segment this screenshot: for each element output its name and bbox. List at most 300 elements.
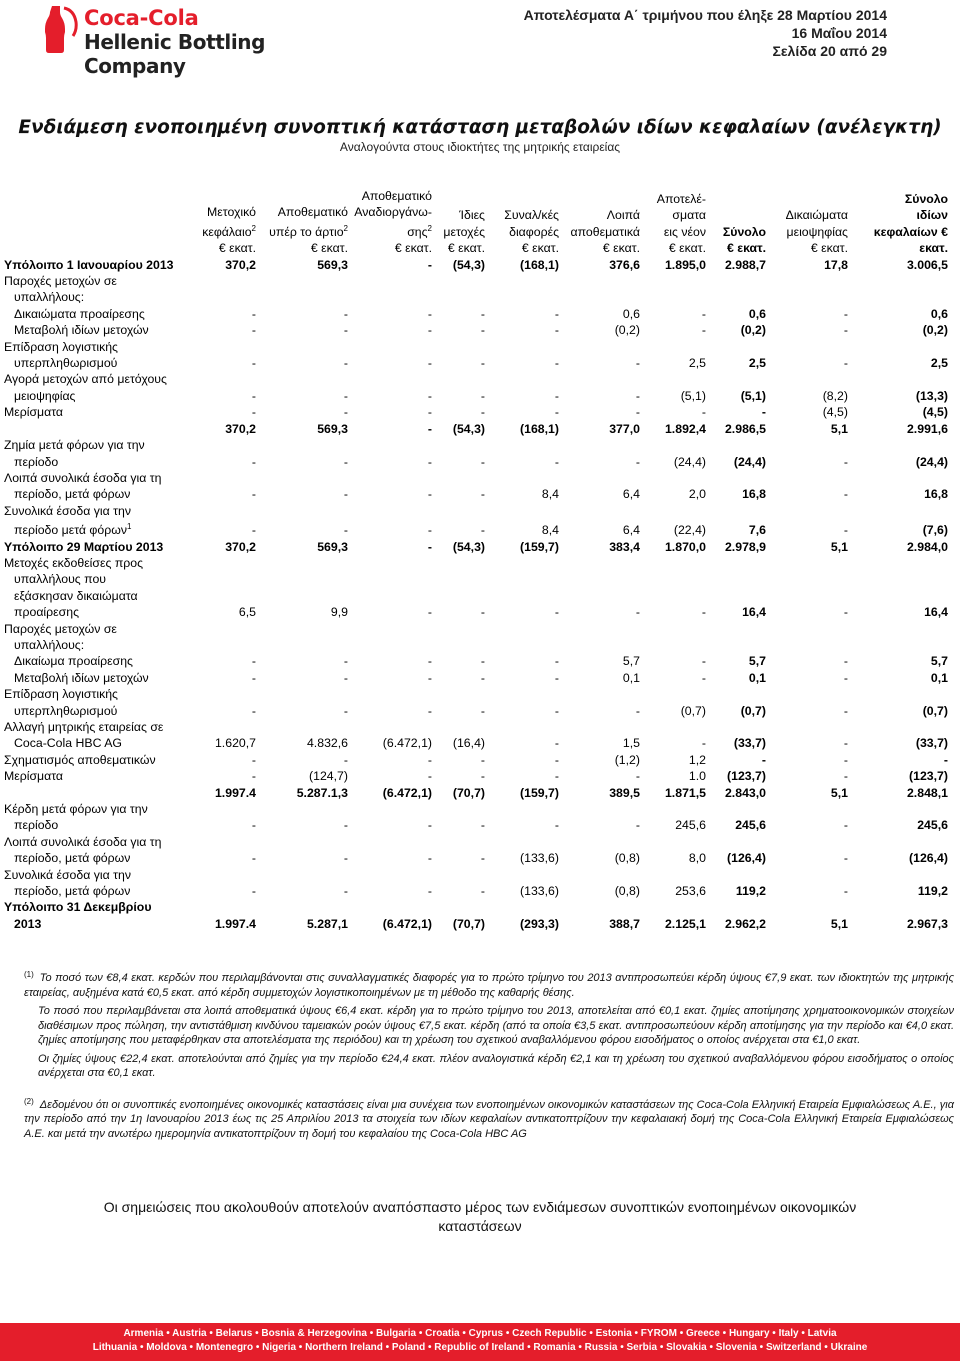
column-header-line: Αποθεματικό <box>277 205 348 220</box>
column-header-line: € εκατ. <box>394 241 432 256</box>
table-cell: - <box>343 703 348 718</box>
table-row <box>4 916 948 932</box>
table-cell <box>848 371 948 387</box>
footnote-ref: 2 <box>251 223 256 233</box>
table-cell: (133,6) <box>520 884 559 899</box>
table-cell: - <box>343 851 348 866</box>
table-cell <box>706 686 766 702</box>
table-cell <box>706 273 766 289</box>
closing-statement: Οι σημειώσεις που ακολουθούν αποτελούν αναπόσπαστο μέρος των ενδιάμεσων συνοπτικών ενοποιημένων οικονομικών καταστάσεων <box>103 1199 857 1234</box>
table-cell: 6,4 <box>622 523 640 538</box>
table-cell <box>432 273 485 289</box>
table-cell <box>640 470 706 486</box>
table-cell: (0,7) <box>680 703 706 718</box>
table-cell <box>256 371 348 387</box>
footnote-1-text-2: Το ποσό που περιλαμβάνεται στα λοιπά αποθεματικά ύψους €6,4 εκατ. κέρδη για το πρώτο τρίμηνο του 2013, αποτελείται από €0,1 εκατ. ζημίες αποτίμησης χρηματοοικονομικών στοιχείων διαθέσιμων προς πώληση, την αντιστάθμιση κινδύνου ταμειακών ροών ύψους €7,5 εκατ. κέρδη (από τα οποία €3,5 εκατ. αντιπροσωπεύουν κέρδη αποτίμησης για την περίοδο και €4,0 εκατ. ζημίες αποτίμησης που μεταφέρθηκαν στα αποτελέσματα της περιόδου) και τη χρέωση του σχετικού αναβαλλόμενου φόρου εισοδήματος ο οποίος ανέρχεται στα €1,0 εκατ. <box>38 1005 954 1046</box>
table-cell <box>640 289 706 305</box>
table-body <box>4 257 948 933</box>
table-cell <box>432 503 485 519</box>
table-cell: (7,6) <box>922 523 948 538</box>
row-label-text: Μερίσματα <box>4 405 64 420</box>
table-row <box>4 339 948 355</box>
table-cell <box>348 801 432 817</box>
row-label-text: Λοιπά συνολικά έσοδα για τη <box>4 470 162 485</box>
row-label <box>4 817 200 833</box>
table-cell <box>256 719 348 735</box>
table-cell <box>559 719 640 735</box>
table-cell: 1.870,0 <box>664 539 706 554</box>
table-cell <box>200 571 256 587</box>
row-label-text: Υπόλοιπο 29 Μαρτίου 2013 <box>4 539 164 554</box>
table-cell <box>640 686 706 702</box>
table-cell <box>432 289 485 305</box>
column-header <box>706 188 766 257</box>
table-cell: - <box>554 703 559 718</box>
page-number: Σελίδα 20 από 29 <box>772 43 887 59</box>
table-cell: 2,5 <box>688 356 706 371</box>
table-cell <box>848 571 948 587</box>
column-header <box>256 188 348 257</box>
row-label-text: Αγορά μετοχών από μετόχους <box>4 372 167 387</box>
table-cell <box>200 588 256 604</box>
table-cell: - <box>251 670 256 685</box>
row-label <box>4 703 200 719</box>
table-cell: 245,6 <box>675 818 706 833</box>
table-cell <box>485 834 559 850</box>
table-cell: - <box>427 306 432 321</box>
statement-title: Ενδιάμεση ενοποιημένη συνοπτική κατάσταση μεταβολών ιδίων κεφαλαίων (ανέλεγκτη) <box>18 117 942 138</box>
table-cell: 119,2 <box>917 884 948 899</box>
table-row <box>4 437 948 453</box>
table-cell <box>766 899 848 915</box>
table-cell: - <box>343 487 348 502</box>
table-cell: (5,1) <box>740 388 766 403</box>
table-cell <box>256 637 348 653</box>
table-row <box>4 735 948 751</box>
table-row <box>4 421 948 437</box>
table-cell: - <box>843 703 848 718</box>
table-cell <box>485 503 559 519</box>
label-header <box>4 188 200 257</box>
table-cell <box>485 637 559 653</box>
table-cell <box>348 719 432 735</box>
table-cell: (5,1) <box>680 388 706 403</box>
row-label-text: εξάσκησαν δικαιώματα <box>14 588 138 603</box>
table-cell <box>485 867 559 883</box>
table-cell: - <box>480 851 485 866</box>
table-row <box>4 404 948 420</box>
column-header <box>848 188 948 257</box>
table-cell: (0,7) <box>740 703 766 718</box>
table-cell <box>559 571 640 587</box>
table-cell: (70,7) <box>452 916 485 931</box>
table-cell <box>706 470 766 486</box>
table-row <box>4 686 948 702</box>
table-cell: (16,4) <box>452 736 485 751</box>
table-cell: - <box>843 487 848 502</box>
table-cell <box>432 801 485 817</box>
table-cell <box>766 437 848 453</box>
table-cell <box>485 588 559 604</box>
table-cell <box>848 339 948 355</box>
table-cell <box>485 289 559 305</box>
table-cell: - <box>480 454 485 469</box>
table-cell: 2.984,0 <box>906 539 948 554</box>
table-row <box>4 637 948 653</box>
row-label-text: περίοδο, μετά φόρων <box>14 487 131 502</box>
table-cell: 0,6 <box>622 306 640 321</box>
page-header <box>0 0 960 78</box>
column-header-line: € εκατ. <box>218 241 256 256</box>
table-cell <box>559 437 640 453</box>
table-cell <box>640 867 706 883</box>
table-cell <box>559 273 640 289</box>
table-cell <box>256 339 348 355</box>
table-cell <box>559 637 640 653</box>
table-cell: - <box>843 851 848 866</box>
table-cell <box>432 437 485 453</box>
table-cell: - <box>427 752 432 767</box>
row-label <box>4 519 200 538</box>
table-cell: - <box>427 654 432 669</box>
table-cell: - <box>635 769 640 784</box>
row-label <box>4 604 200 620</box>
table-cell <box>848 719 948 735</box>
table-row <box>4 785 948 801</box>
column-header-line: εις νέον <box>663 224 706 239</box>
table-cell: - <box>554 670 559 685</box>
table-cell <box>766 289 848 305</box>
column-header-text: σης <box>407 224 428 239</box>
table-cell <box>640 571 706 587</box>
table-cell: - <box>427 818 432 833</box>
row-label-text: Σχηματισμός αποθεματικών <box>4 752 156 767</box>
table-cell <box>348 621 432 637</box>
column-header-line: € εκατ. <box>602 241 640 256</box>
column-header-text: κεφάλαιο <box>202 224 252 239</box>
table-cell: 0,6 <box>930 306 948 321</box>
table-cell <box>485 899 559 915</box>
table-cell: (33,7) <box>733 736 766 751</box>
table-row <box>4 850 948 866</box>
table-cell: - <box>343 454 348 469</box>
table-cell <box>848 289 948 305</box>
column-header-line: € εκατ. <box>810 241 848 256</box>
table-cell: - <box>843 523 848 538</box>
table-header-row <box>4 188 948 257</box>
table-cell: 5.287.1,3 <box>296 785 348 800</box>
table-cell <box>559 289 640 305</box>
table-cell <box>432 470 485 486</box>
table-cell: - <box>843 884 848 899</box>
footnote-2 <box>24 1095 954 1142</box>
table-cell <box>256 289 348 305</box>
header-info <box>524 6 887 60</box>
table-cell: - <box>701 323 706 338</box>
table-row <box>4 371 948 387</box>
table-cell <box>640 719 706 735</box>
row-label <box>4 768 200 784</box>
table-cell <box>348 637 432 653</box>
column-header-line: κεφαλαίων € <box>873 224 948 239</box>
table-cell <box>706 571 766 587</box>
table-cell <box>766 470 848 486</box>
footnote-ref: 1 <box>126 522 132 532</box>
table-cell: - <box>554 306 559 321</box>
column-header <box>348 188 432 257</box>
table-cell: 245,6 <box>917 818 948 833</box>
table-cell: (168,1) <box>520 421 559 436</box>
table-cell <box>432 339 485 355</box>
table-cell <box>432 621 485 637</box>
table-cell: - <box>761 752 766 767</box>
table-cell: - <box>343 752 348 767</box>
table-cell: 16,8 <box>742 487 766 502</box>
table-cell: - <box>701 605 706 620</box>
row-label <box>4 486 200 502</box>
table-cell: - <box>554 736 559 751</box>
table-cell <box>766 571 848 587</box>
table-cell: 245,6 <box>735 818 766 833</box>
table-cell: - <box>480 356 485 371</box>
table-cell <box>766 588 848 604</box>
table-cell <box>200 371 256 387</box>
table-cell <box>706 289 766 305</box>
column-header-line: € εκατ. <box>668 241 706 256</box>
row-label <box>4 555 200 571</box>
table-cell: 5,7 <box>622 654 640 669</box>
table-cell: - <box>343 405 348 420</box>
table-cell: - <box>251 323 256 338</box>
table-row <box>4 470 948 486</box>
row-label <box>4 621 200 637</box>
row-label <box>4 850 200 866</box>
table-cell <box>766 621 848 637</box>
table-cell: 16,4 <box>924 605 948 620</box>
table-cell <box>848 555 948 571</box>
table-cell <box>348 834 432 850</box>
table-cell <box>485 555 559 571</box>
table-cell <box>432 588 485 604</box>
table-cell: - <box>554 454 559 469</box>
row-label <box>4 339 200 355</box>
table-cell <box>200 621 256 637</box>
table-cell: - <box>251 306 256 321</box>
table-cell <box>432 571 485 587</box>
table-row <box>4 653 948 669</box>
table-cell: - <box>480 654 485 669</box>
table-cell: - <box>843 356 848 371</box>
table-cell <box>200 339 256 355</box>
table-cell: - <box>427 703 432 718</box>
table-cell <box>766 719 848 735</box>
table-cell: (0,2) <box>922 323 948 338</box>
table-cell: 4.832,6 <box>306 736 348 751</box>
table-cell: (24,4) <box>915 454 948 469</box>
table-cell <box>348 899 432 915</box>
row-label <box>4 571 200 587</box>
table-cell: 389,5 <box>609 785 640 800</box>
table-cell <box>348 555 432 571</box>
row-label <box>4 355 200 371</box>
table-cell: 2.843,0 <box>724 785 766 800</box>
row-label-text: περίοδο, μετά φόρων <box>14 884 131 899</box>
table-cell: (0,7) <box>922 703 948 718</box>
table-cell: - <box>843 769 848 784</box>
column-header-line: Λοιπά <box>606 208 640 223</box>
table-cell <box>256 503 348 519</box>
footnote-1 <box>24 968 954 1000</box>
table-cell: - <box>251 818 256 833</box>
table-cell: 2,5 <box>930 356 948 371</box>
table-cell: - <box>427 454 432 469</box>
column-header-line: Συναλ/κές <box>504 208 559 223</box>
row-label-text: Αλλαγή μητρικής εταιρείας σε <box>4 720 164 734</box>
table-cell: - <box>251 654 256 669</box>
table-cell: - <box>635 356 640 371</box>
table-cell: - <box>761 405 766 420</box>
table-cell <box>485 339 559 355</box>
table-cell <box>640 437 706 453</box>
row-label <box>4 834 200 850</box>
table-cell: - <box>480 487 485 502</box>
table-cell: (123,7) <box>909 769 948 784</box>
table-cell <box>432 719 485 735</box>
table-cell: 17,8 <box>824 257 848 272</box>
table-cell: 7,6 <box>748 523 766 538</box>
table-cell: (54,3) <box>452 539 485 554</box>
table-cell <box>706 437 766 453</box>
table-cell: 376,6 <box>609 257 640 272</box>
table-cell <box>766 867 848 883</box>
column-header-text: υπέρ το άρτιο <box>269 224 344 239</box>
table-cell: (124,7) <box>309 769 348 784</box>
row-label-text: Δικαίωμα προαίρεσης <box>14 654 133 669</box>
footnote-ref: 2 <box>427 223 432 233</box>
table-row <box>4 670 948 686</box>
table-cell: - <box>480 769 485 784</box>
table-cell: (1,2) <box>614 752 640 767</box>
table-cell: (70,7) <box>452 785 485 800</box>
table-cell <box>848 686 948 702</box>
table-cell: 5,1 <box>830 916 848 931</box>
table-cell: - <box>554 752 559 767</box>
column-header-line <box>348 221 432 240</box>
row-label-text: υπαλλήλους: <box>14 290 85 305</box>
column-header-line: Μετοχικό <box>207 205 256 220</box>
table-row <box>4 388 948 404</box>
brand-line-2: Hellenic Bottling Company <box>84 30 266 78</box>
table-cell: - <box>427 388 432 403</box>
table-cell: 8,0 <box>688 851 706 866</box>
table-cell <box>848 867 948 883</box>
table-cell: - <box>843 605 848 620</box>
table-cell: - <box>427 421 432 436</box>
table-cell <box>432 686 485 702</box>
table-cell: - <box>427 884 432 899</box>
row-label-text: Coca-Cola HBC AG <box>14 736 122 751</box>
column-header <box>200 188 256 257</box>
table-cell <box>348 588 432 604</box>
table-cell <box>640 834 706 850</box>
footer-countries-2: Lithuania • Moldova • Montenegro • Nigeria • Northern Ireland • Poland • Republic of Ireland • Romania • Russia • Serbia • Slovakia • Slovenia • Switzerland • Ukraine <box>92 1342 868 1353</box>
table-cell: - <box>635 605 640 620</box>
table-cell <box>559 371 640 387</box>
row-label-text: Κέρδη μετά φόρων για την <box>4 802 148 817</box>
page-footer <box>0 1323 960 1361</box>
table-cell <box>256 470 348 486</box>
row-label-text: Ζημία μετά φόρων για την <box>4 438 145 453</box>
table-cell: - <box>843 454 848 469</box>
table-cell: - <box>701 670 706 685</box>
table-cell: 1.0 <box>688 769 706 784</box>
row-label-text: περίοδο μετά φόρων <box>14 523 127 538</box>
table-cell <box>200 273 256 289</box>
table-cell <box>256 834 348 850</box>
table-cell: - <box>554 356 559 371</box>
table-cell: 2,0 <box>688 487 706 502</box>
table-cell <box>706 834 766 850</box>
table-cell: - <box>427 356 432 371</box>
table-cell <box>485 273 559 289</box>
table-cell <box>640 637 706 653</box>
table-cell: - <box>554 323 559 338</box>
table-cell: 0,1 <box>930 670 948 685</box>
table-cell <box>348 273 432 289</box>
table-cell: 0,6 <box>748 306 766 321</box>
table-cell: (22,4) <box>673 523 706 538</box>
table-cell: 119,2 <box>735 884 766 899</box>
table-cell: - <box>635 454 640 469</box>
column-header-line: διαφορές <box>509 224 559 239</box>
table-cell <box>706 371 766 387</box>
table-cell <box>848 637 948 653</box>
table-cell <box>848 801 948 817</box>
column-header-line: μετοχές <box>443 224 485 239</box>
table-cell <box>256 588 348 604</box>
row-label <box>4 257 200 273</box>
table-cell: 2.962,2 <box>724 916 766 931</box>
table-cell <box>640 899 706 915</box>
table-cell <box>848 503 948 519</box>
column-header-line: εκατ. <box>919 241 948 256</box>
table-cell: (33,7) <box>915 736 948 751</box>
row-label <box>4 785 200 801</box>
table-row <box>4 703 948 719</box>
table-cell: (6.472,1) <box>382 736 432 751</box>
table-cell: - <box>480 323 485 338</box>
row-label <box>4 371 200 387</box>
table-row <box>4 867 948 883</box>
table-cell: - <box>843 323 848 338</box>
table-cell: 5,1 <box>830 785 848 800</box>
table-cell: (123,7) <box>727 769 766 784</box>
table-row <box>4 834 948 850</box>
table-cell: 370,2 <box>225 421 256 436</box>
row-label-text: Συνολικά έσοδα για την <box>4 867 132 882</box>
table-cell: 569,3 <box>317 257 348 272</box>
table-cell: - <box>480 703 485 718</box>
table-row <box>4 306 948 322</box>
table-cell: (4,5) <box>922 405 948 420</box>
column-header-line: € εκατ. <box>726 241 766 256</box>
table-cell: - <box>251 703 256 718</box>
table-cell: (133,6) <box>520 851 559 866</box>
table-cell <box>766 503 848 519</box>
column-header-line: Σύνολο <box>722 224 766 239</box>
row-label-text: υπαλλήλους που <box>14 572 107 587</box>
row-label <box>4 454 200 470</box>
